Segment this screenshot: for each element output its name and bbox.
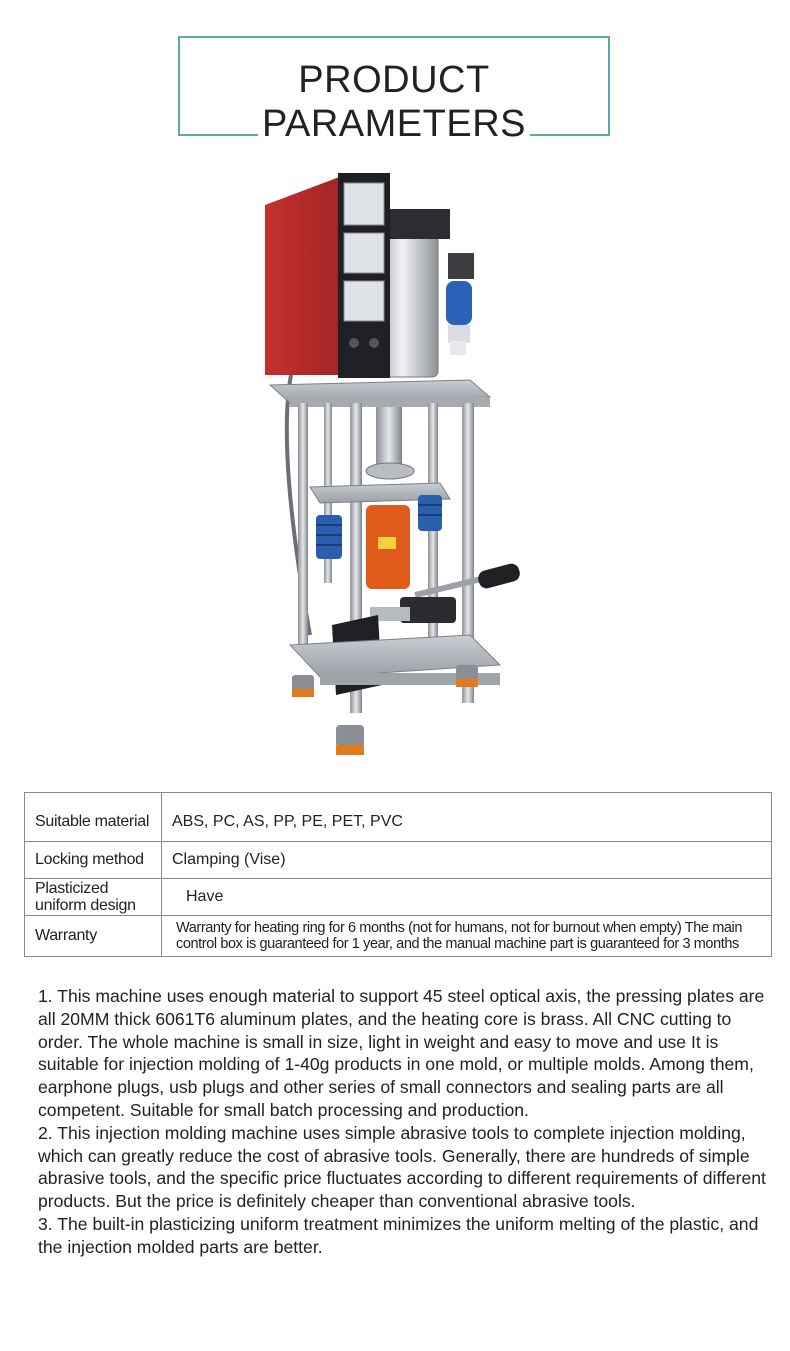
page-title [178,58,610,146]
param-key: Locking method [25,842,162,879]
param-key: Suitable material [25,793,162,842]
page-title-line2: PARAMETERS [258,102,530,146]
param-value: Clamping (Vise) [162,842,772,879]
param-key: Warranty [25,916,162,957]
param-value: Warranty for heating ring for 6 months (not for humans, not for burnout when empty) The main control box is guaranteed for 1 year, and the manual machine part is guaranteed for 3 months [162,916,772,957]
description-paragraph: 1. This machine uses enough material to support 45 steel optical axis, the pressing plates are all 20MM thick 6061T6 aluminum plates, and the heating core is brass. All CNC cutting to order. The whole machine is small in size, light in weight and easy to move and use It is suitable for injection molding of 1-40g products in one mold, or multiple molds. Among them, earphone plugs, usb plugs and other series of small connectors and sealing parts are all competent. Suitable for small batch processing and production. [38,986,765,1120]
table-row [25,793,772,842]
machine-photo [250,165,550,765]
param-value: Have [162,879,772,916]
table-row [25,916,772,957]
table-row [25,842,772,879]
description-paragraph: 2. This injection molding machine uses simple abrasive tools to complete injection molding, which can greatly reduce the cost of abrasive tools. Generally, there are hundreds of simple abrasive tools, and the specific price fluctuates according to different requirements of different products. But the price is definitely cheaper than conventional abrasive tools. [38,1122,766,1212]
page-title-line1: PRODUCT [294,58,493,102]
table-row [25,879,772,916]
description [38,985,768,1259]
param-value: ABS, PC, AS, PP, PE, PET, PVC [162,793,772,842]
description-paragraph: 3. The built-in plasticizing uniform treatment minimizes the uniform melting of the plastic, and the injection molded parts are better. [38,1213,759,1257]
param-key: Plasticized uniform design [25,879,162,916]
params-table [24,792,772,957]
